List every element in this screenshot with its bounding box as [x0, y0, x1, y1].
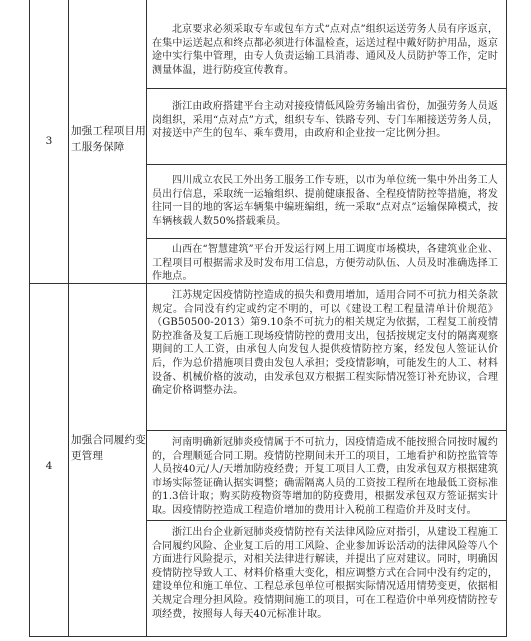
column-divider [146, 0, 147, 636]
policy-item: 山西在“智慧建筑”平台开发运行网上用工调度市场模块，各建筑业企业、工程项目可根据需求及时发布用工信息，方便劳动队伍、人员及时准确选择工作地点。 [152, 244, 498, 283]
row-divider [146, 520, 506, 521]
policy-item: 江苏规定因疫情防控造成的损失和费用增加，适用合同不可抗力相关条款规定。合同没有约定或约定不明的，可以《建设工程工程量清单计价规范》（GB50500-2013）第9.10条不可抗力的相关规定为依据，工程复工前疫情防控准备及复工后施工现场疫情防控的费用支出，包括按规定支付的隔离观察期间的工人工资，由承包人向发包人提供疫情防控方案，经发包人签证认价后，作为总价措施项目费由发包人承担；受疫情影响，可能发生的人工、材料设备、机械价格的波动，由发承包双方根据工程实际情况签订补充协议，合理确定价格调整办法。 [152, 290, 498, 397]
column-divider [68, 0, 69, 636]
row-divider [146, 238, 506, 239]
row-category: 加强合同履约变更管理 [71, 434, 146, 462]
policy-item: 北京要求必须采取专车或包车方式“点对点”组织运送劳务人员有序返京，在集中运送起点和终点都必须进行体温检查，运送过程中戴好防护用品，返京途中实行集中管理，由专人负责运输工具消毒、通风及人员防护等工作，定时测量体温，进行防疫宣传教育。 [152, 24, 498, 76]
row-number: 4 [45, 460, 53, 472]
row-divider [146, 164, 506, 165]
row-category: 加强工程项目用工服务保障 [71, 125, 146, 153]
policy-item: 浙江由政府搭建平台主动对接疫情低风险劳务输出省份，加强劳务人员返岗组织，采用“点对点”方式，组织专车、铁路专列、专门车厢接送劳务人员，对接送中产生的包车、乘车费用，由政府和企业按一定比例分担。 [152, 101, 498, 140]
policy-table [29, 0, 507, 637]
row-divider [146, 88, 506, 89]
policy-item: 浙江出台企业新冠肺炎疫情防控有关法律风险应对指引，从建设工程施工合同履约风险、企业复工后的用工风险、企业参加诉讼活动的法律风险等八个方面进行风险提示，对相关法律进行解读，并提出了应对建议。同时，明确因疫情防控导致人工、材料价格重大变化，相应调整方式在合同中没有约定的，建设单位和施工单位、工程总承包单位可根据实际情况适用情势变更，依据相关规定合理分担风险。疫情期间施工的项目，可在工程造价中单列疫情防控专项经费，按照每人每天40元标准计取。 [152, 527, 498, 620]
row-divider [146, 430, 506, 431]
policy-item: 四川成立农民工外出务工服务工作专班，以市为单位统一集中外出务工人员出行信息，采取统一运输组织、提前健康报备、全程疫情防控等措施，将发往同一目的地的客运车辆集中编班编组，统一采取“点对点”运输保障模式，按车辆核载人数50%搭载乘员。 [152, 175, 498, 227]
row-number: 3 [45, 135, 53, 147]
policy-item: 河南明确新冠肺炎疫情属于不可抗力，因疫情造成不能按照合同按时履约的，合理顺延合同工期。疫情防控期间未开工的项目，工地看护和防控监管等人员按40元/人/天增加防疫经费；开复工项目人工费，由发承包双方根据建筑市场实际签证确认据实调整；确需隔离人员的工资按工程所在地最低工资标准的1.3倍计取；购买防疫物资等增加的防疫费用，根据发承包双方签证据实计取。因疫情防控造成工程造价增加的费用计入税前工程造价并及时支付。 [152, 437, 498, 516]
